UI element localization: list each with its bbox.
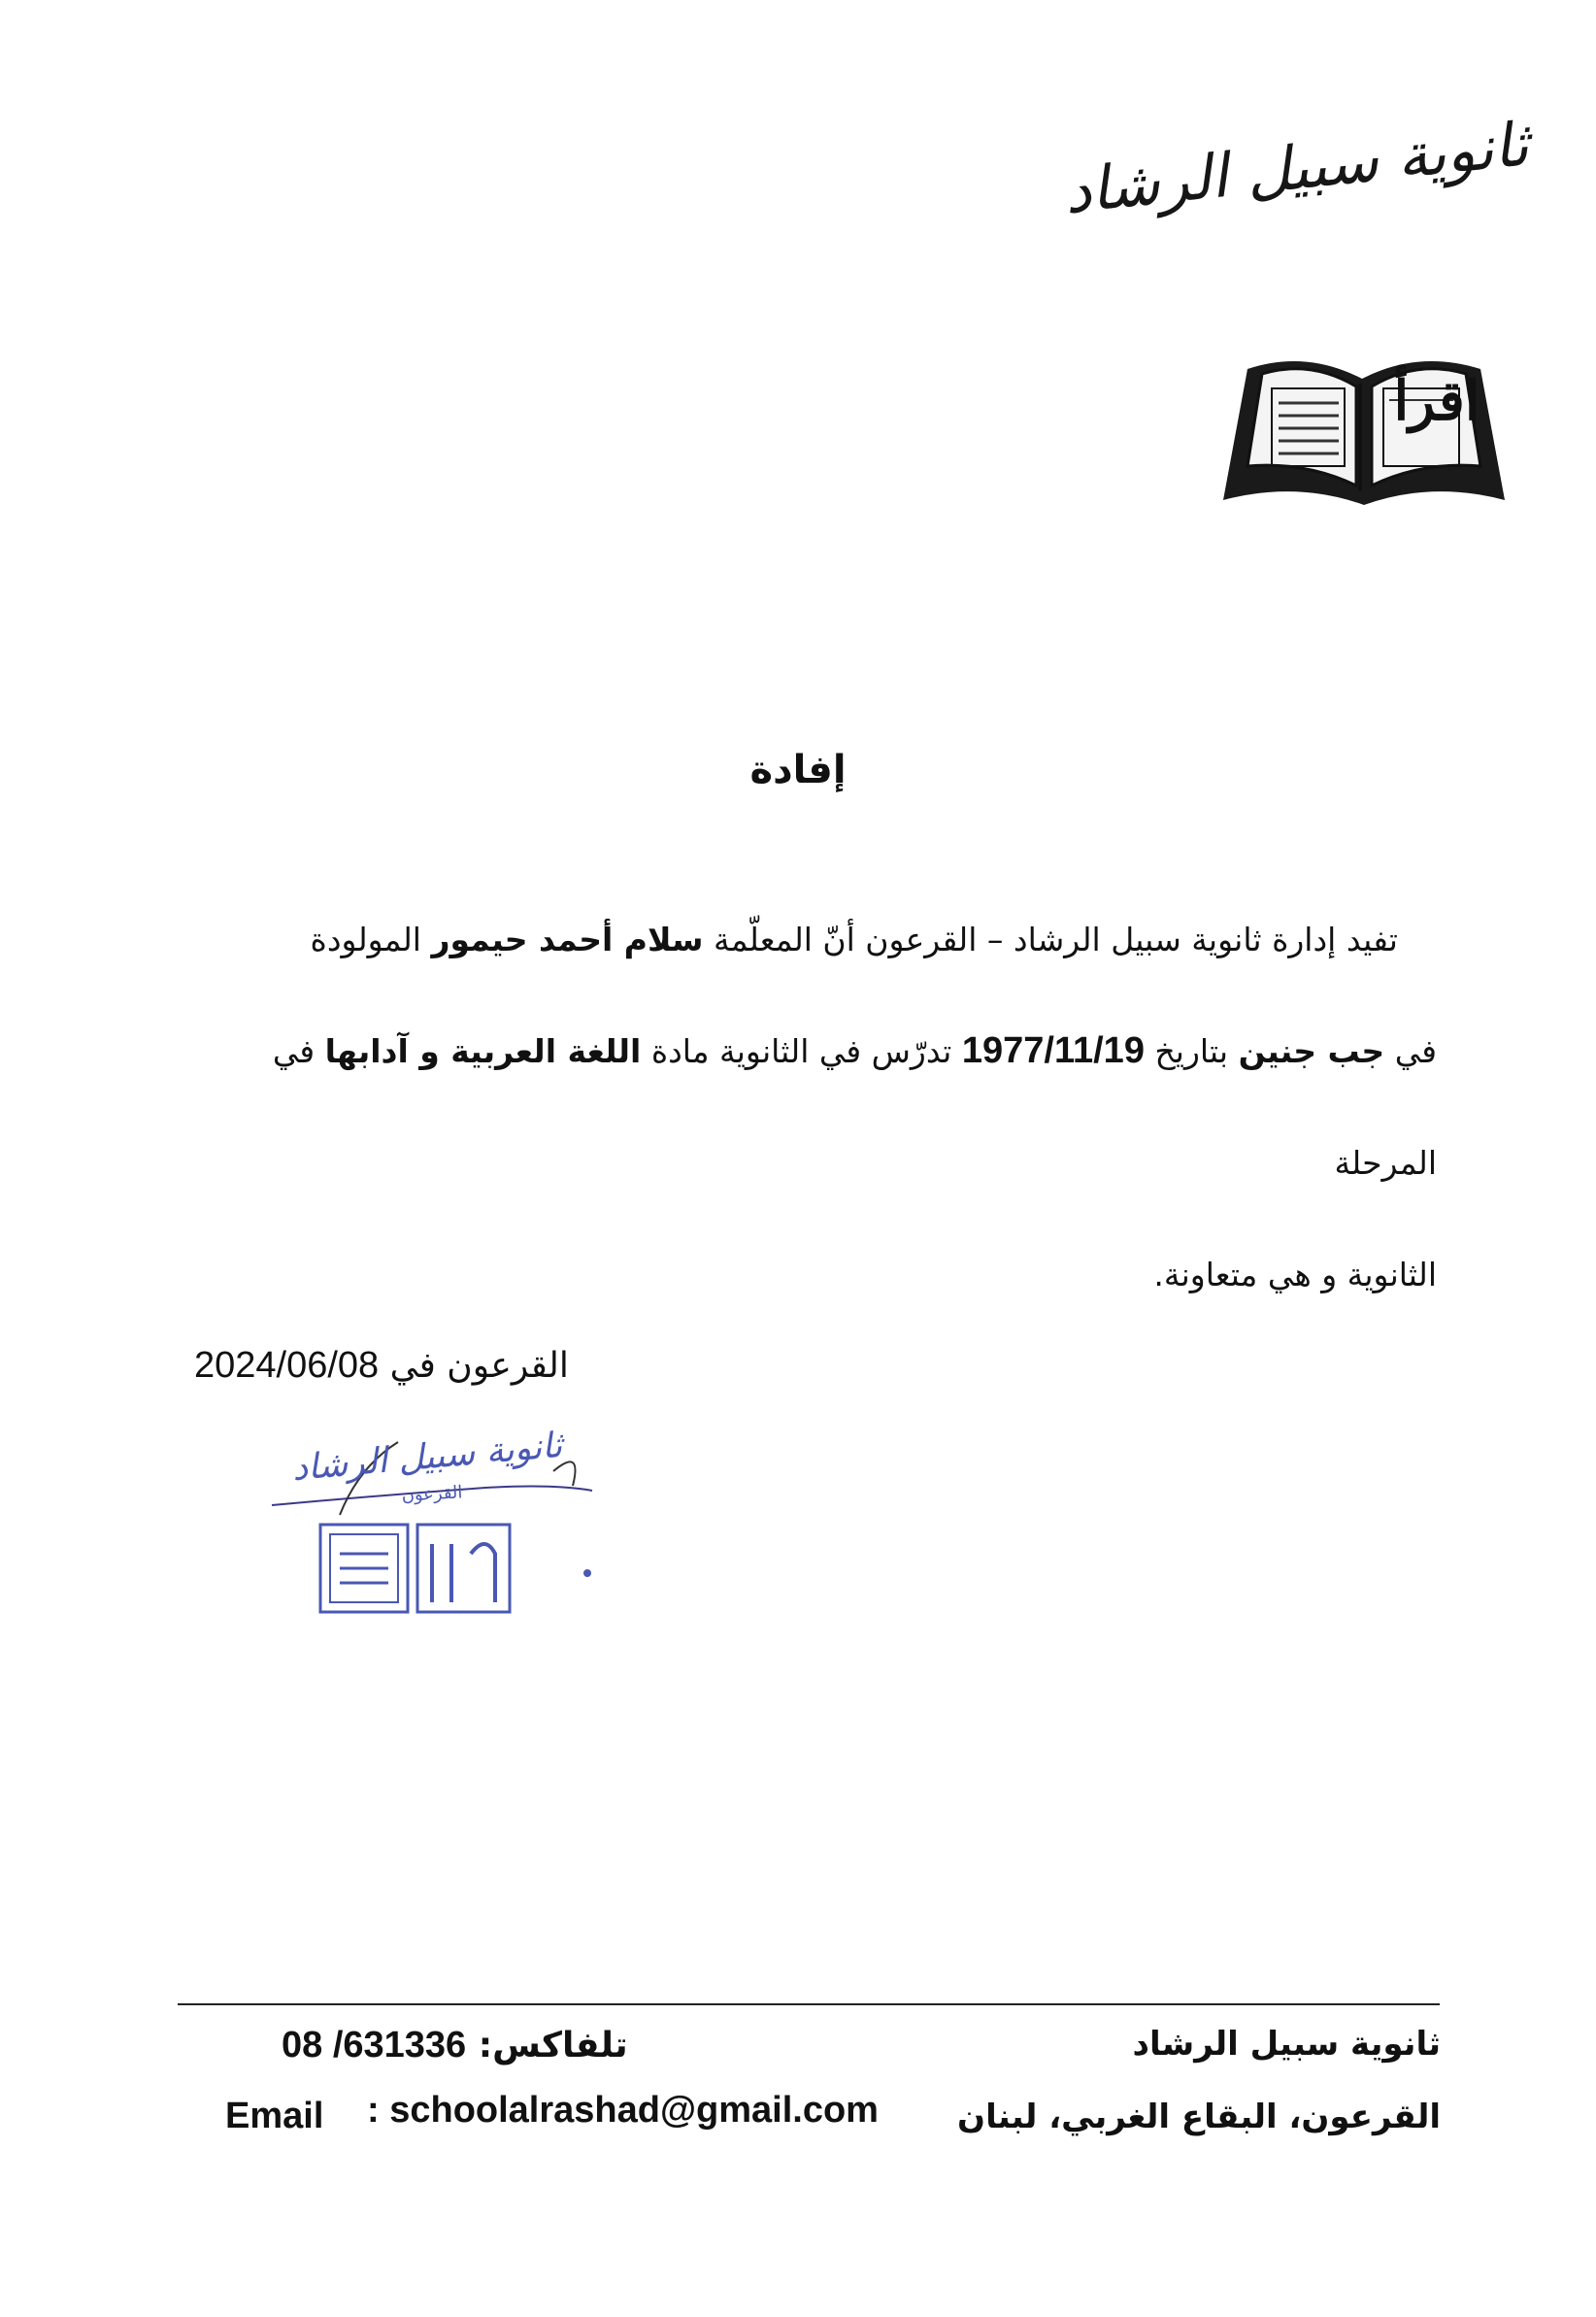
official-stamp bbox=[262, 1425, 612, 1622]
body-line-1-end: المولودة bbox=[310, 921, 421, 958]
subject: اللغة العربية و آدابها bbox=[324, 1032, 642, 1070]
place-label: القرعون في bbox=[389, 1346, 569, 1386]
birth-place: جب جنين bbox=[1238, 1032, 1385, 1070]
email-label: Email bbox=[225, 2096, 324, 2136]
email-address: : schoolalrashad@gmail.com bbox=[367, 2090, 879, 2131]
issue-date: 2024/06/08 bbox=[194, 1345, 380, 1386]
title-text: إفادة bbox=[749, 748, 847, 792]
body-line-2-b: بتاريخ bbox=[1154, 1032, 1229, 1070]
stamp-text: ثانوية سبيل الرشاد bbox=[290, 1425, 564, 1490]
document-title bbox=[0, 748, 1596, 792]
fax-number: 08 /631336 bbox=[282, 2025, 467, 2065]
certificate-body bbox=[184, 884, 1437, 1330]
body-line-2-c: تدرّس في الثانوية مادة bbox=[650, 1032, 952, 1070]
footer-fax bbox=[282, 2025, 628, 2066]
footer-school-name: ثانوية سبيل الرشاد bbox=[1132, 2025, 1441, 2064]
place-date bbox=[194, 1345, 569, 1387]
body-line-1 bbox=[184, 884, 1437, 995]
body-line-1-intro: تفيد إدارة ثانوية سبيل الرشاد – القرعون أنّ المعلّمة bbox=[714, 921, 1398, 958]
body-line-3: الثانوية و هي متعاونة. bbox=[1153, 1256, 1437, 1293]
footer-divider bbox=[178, 2003, 1440, 2005]
logo-script-text: ثانوية سبيل الرشاد bbox=[1060, 108, 1532, 228]
birth-date: 1977/11/19 bbox=[961, 1030, 1145, 1071]
body-line-2-a: في bbox=[1394, 1032, 1437, 1070]
body-line-2-d: في المرحلة bbox=[272, 1032, 1437, 1182]
logo-book-word: اقرأ bbox=[1393, 369, 1480, 433]
stamp-subtext: القرعون bbox=[401, 1482, 463, 1506]
footer-address: القرعون، البقاع الغربي، لبنان bbox=[957, 2098, 1441, 2136]
teacher-name: سلام أحمد حيمور bbox=[431, 921, 704, 958]
body-line-2 bbox=[184, 995, 1437, 1219]
school-logo bbox=[1060, 108, 1532, 433]
fax-label: تلفاكس: bbox=[478, 2026, 628, 2065]
